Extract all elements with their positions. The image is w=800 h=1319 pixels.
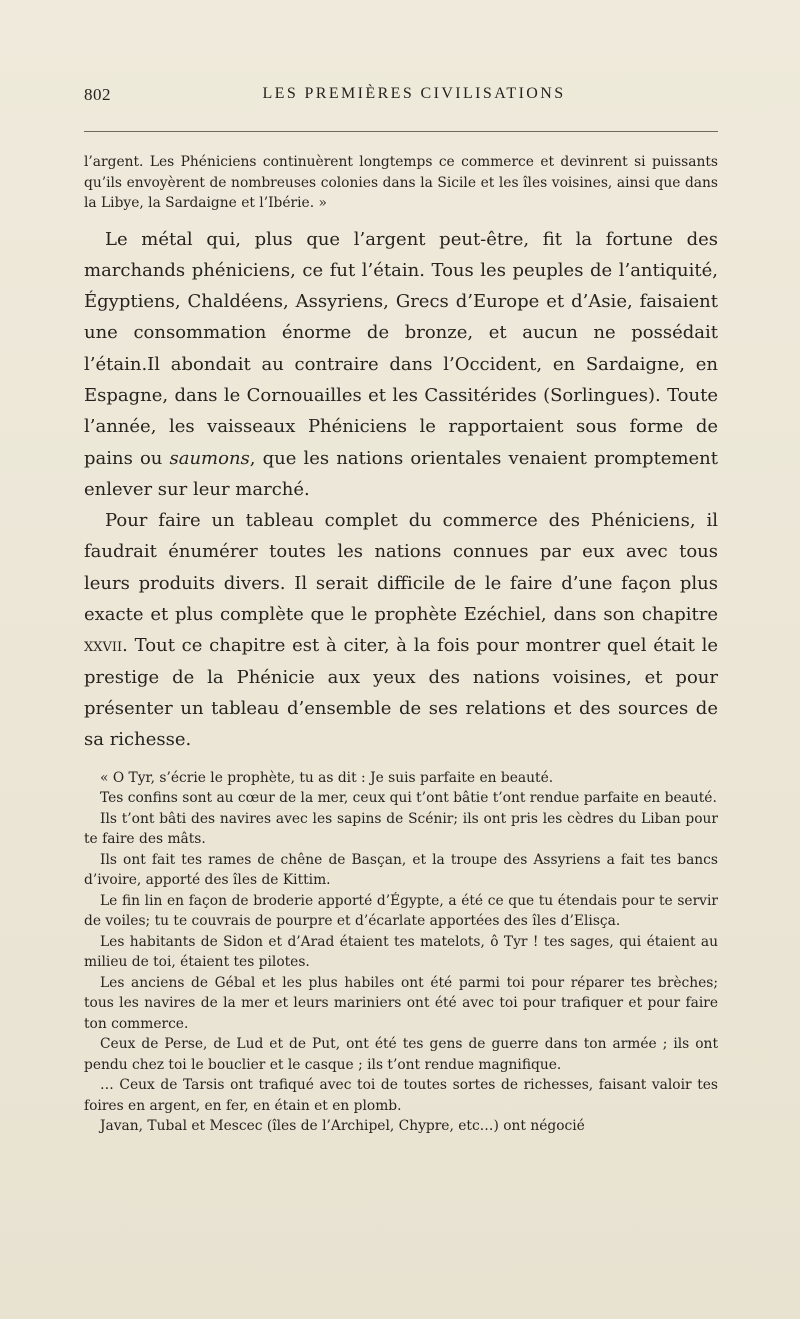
quote-paragraph: Ils t’ont bâti des navires avec les sapins de Scénir; ils ont pris les cèdres du Liban pour te faire des mâts. bbox=[84, 810, 718, 848]
header-rule bbox=[84, 131, 718, 132]
paragraph-tin-ending: , que les nations orientales venaient promptement enlever sur leur marché. bbox=[84, 447, 718, 500]
paragraph-commerce-text: Pour faire un tableau complet du commerce des Phéniciens, il faudrait énumérer toutes les nations connues par eux avec tous leurs produits divers. Il serait difficile de le faire d’une façon plus exacte et plus complète que le prophète Ezéchiel, dans son chapitre bbox=[84, 510, 718, 626]
paragraph-commerce-ending: . Tout ce chapitre est à citer, à la fois pour montrer quel était le prestige de la Phénicie aux yeux des nations voisines, et pour présenter un tableau d’ensemble de ses relations et des sources de sa richesse. bbox=[84, 635, 718, 751]
quote-paragraph: … Ceux de Tarsis ont trafiqué avec toi de toutes sortes de richesses, faisant valoir tes foires en argent, en fer, en étain et en plomb. bbox=[84, 1077, 718, 1114]
intro-paragraph: l’argent. Les Phéniciens continuèrent longtemps ce commerce et devinrent si puissants qu’ils envoyèrent de nombreuses colonies dans la Sicile et les îles voisines, ainsi que dans la Libye, la Sardaigne et l’Ibérie. » bbox=[84, 154, 718, 211]
paragraph-tin-text: Le métal qui, plus que l’argent peut-être, fit la fortune des marchands phéniciens, ce fut l’étain. Tous les peuples de l’antiquité, Égyptiens, Chaldéens, Assyriens, Grecs d’Europe et d’Asie, faisaient une consommation énorme de bronze, et aucun ne possédait l’étain.Il abondait au contraire dans l’Occident, en Sardaigne, en Espagne, dans le Cornouailles et les Cassitérides (Sorlingues). Toute l’année, les vaisseaux Phéniciens le rapportaient sous forme de pains ou bbox=[84, 228, 718, 469]
quote-paragraph: Tes confins sont au cœur de la mer, ceux qui t’ont bâtie t’ont rendue parfaite en beauté. bbox=[100, 790, 717, 807]
quote-paragraph: Les habitants de Sidon et d’Arad étaient tes matelots, ô Tyr ! tes sages, qui étaient au milieu de toi, étaient tes pilotes. bbox=[84, 933, 718, 971]
paragraph-tin bbox=[84, 224, 718, 506]
text-body bbox=[84, 152, 718, 1137]
page-header bbox=[84, 85, 718, 111]
quote-paragraph: Ils ont fait tes rames de chêne de Basçan, et la troupe des Assyriens a fait tes bancs d’ivoire, apporté des îles de Kittim. bbox=[84, 851, 718, 889]
paragraph-commerce bbox=[84, 505, 718, 755]
quote-paragraph: « O Tyr, s’écrie le prophète, tu as dit : Je suis parfaite en beauté. bbox=[100, 769, 554, 786]
page-number: 802 bbox=[84, 85, 111, 104]
quotation-block bbox=[84, 768, 718, 1137]
quote-paragraph: Les anciens de Gébal et les plus habiles ont été parmi toi pour réparer tes brèches; tous les navires de la mer et leurs mariniers ont été avec toi pour trafiquer et pour faire ton commerce. bbox=[84, 974, 718, 1032]
quote-paragraph: Ceux de Perse, de Lud et de Put, ont été tes gens de guerre dans ton armée ; ils ont pendu chez toi le bouclier et le casque ; ils t’ont rendue magnifique. bbox=[84, 1036, 718, 1073]
quote-paragraph: Le fin lin en façon de broderie apporté d’Égypte, a été ce que tu étendais pour te servir de voiles; tu te couvrais de pourpre et d’écarlate apportées des îles d’Elisça. bbox=[84, 892, 718, 930]
chapter-number: xxvii bbox=[84, 635, 123, 657]
italic-word: saumons bbox=[169, 447, 250, 469]
running-title: LES PREMIÈRES CIVILISATIONS bbox=[262, 85, 566, 102]
quote-paragraph: Javan, Tubal et Mescec (îles de l’Archipel, Chypre, etc…) ont négocié bbox=[100, 1118, 585, 1135]
